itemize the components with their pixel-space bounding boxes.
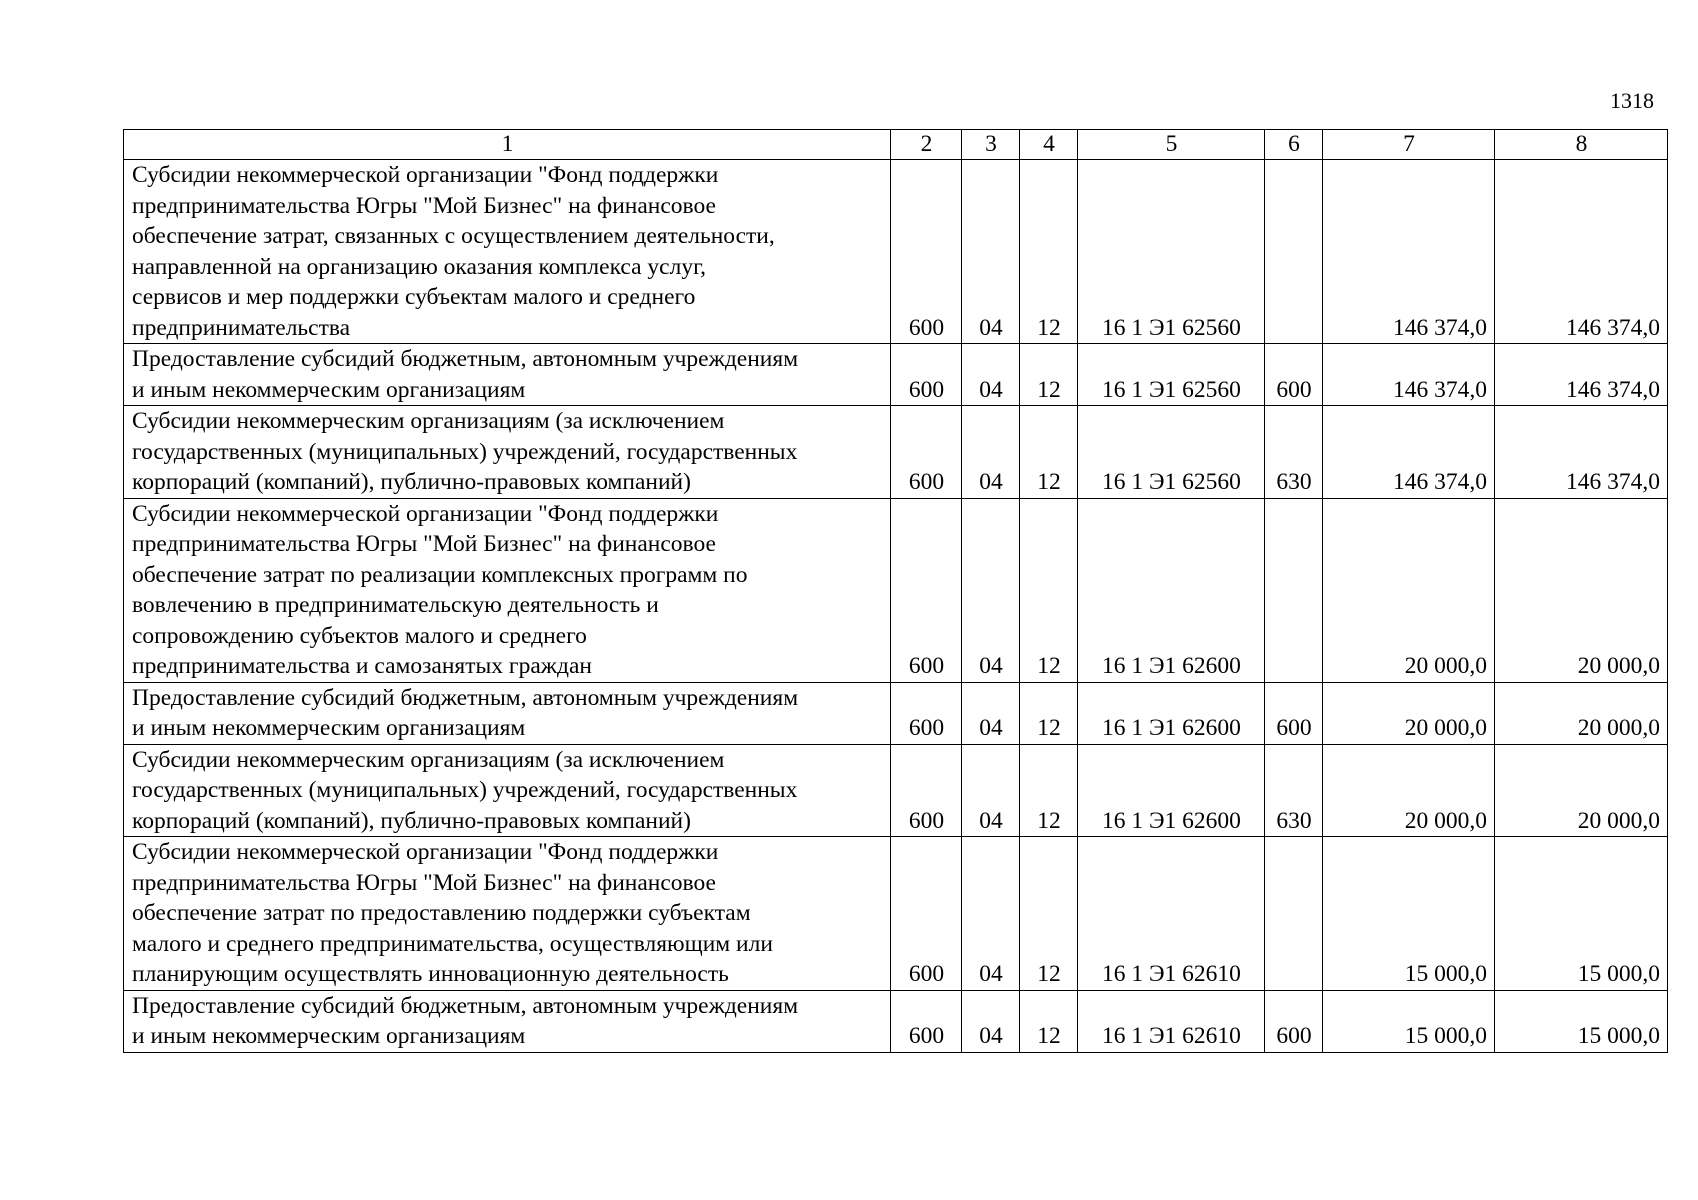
page-number: 1318 <box>1610 88 1654 113</box>
cell-expense-type: 630 <box>1265 744 1323 837</box>
cell-section: 04 <box>962 406 1020 499</box>
description-line: и иным некоммерческим организациям <box>132 715 526 741</box>
table-body <box>124 130 1668 1053</box>
cell-ministry: 600 <box>891 160 962 344</box>
description-line: Субсидии некоммерческой организации "Фонд поддержки <box>132 839 719 865</box>
cell-amount-2: 15 000,0 <box>1495 837 1668 991</box>
header-col-2: 2 <box>891 130 962 160</box>
cell-ministry: 600 <box>891 406 962 499</box>
description-line: сервисов и мер поддержки субъектам малого и среднего <box>132 284 696 310</box>
cell-subsection: 12 <box>1020 406 1078 499</box>
cell-section: 04 <box>962 498 1020 682</box>
header-col-5: 5 <box>1078 130 1265 160</box>
cell-ministry: 600 <box>891 990 962 1052</box>
cell-amount-2: 20 000,0 <box>1495 682 1668 744</box>
cell-amount-1: 20 000,0 <box>1323 744 1495 837</box>
cell-amount-2: 146 374,0 <box>1495 160 1668 344</box>
table-row <box>124 682 1668 744</box>
cell-amount-1: 146 374,0 <box>1323 344 1495 406</box>
cell-ministry: 600 <box>891 837 962 991</box>
table-row <box>124 406 1668 499</box>
cell-ministry: 600 <box>891 744 962 837</box>
description-line: Субсидии некоммерческой организации "Фонд поддержки <box>132 162 719 188</box>
description-line: обеспечение затрат по предоставлению поддержки субъектам <box>132 900 751 926</box>
description-line: Субсидии некоммерческой организации "Фонд поддержки <box>132 500 719 527</box>
description-line: обеспечение затрат по реализации комплексных программ по <box>132 561 748 588</box>
cell-ministry: 600 <box>891 344 962 406</box>
cell-subsection: 12 <box>1020 837 1078 991</box>
description-line: государственных (муниципальных) учреждений, государственных <box>132 438 798 465</box>
cell-amount-2: 15 000,0 <box>1495 990 1668 1052</box>
cell-expense-type <box>1265 498 1323 682</box>
description-line: Предоставление субсидий бюджетным, автономным учреждениям <box>132 346 799 372</box>
cell-target-article: 16 1 Э1 62600 <box>1078 682 1265 744</box>
cell-target-article: 16 1 Э1 62610 <box>1078 990 1265 1052</box>
description-line: предпринимательства Югры "Мой Бизнес" на финансовое <box>132 869 716 896</box>
header-col-8: 8 <box>1495 130 1668 160</box>
cell-amount-2: 146 374,0 <box>1495 406 1668 499</box>
table-row <box>124 837 1668 991</box>
cell-description <box>124 498 891 682</box>
header-col-3: 3 <box>962 130 1020 160</box>
cell-description <box>124 744 891 837</box>
cell-expense-type: 600 <box>1265 990 1323 1052</box>
table-row <box>124 498 1668 682</box>
description-line: малого и среднего предпринимательства, осуществляющим или <box>132 930 773 957</box>
cell-section: 04 <box>962 682 1020 744</box>
cell-section: 04 <box>962 744 1020 837</box>
cell-description <box>124 344 891 406</box>
cell-section: 04 <box>962 160 1020 344</box>
description-line: направленной на организацию оказания комплекса услуг, <box>132 253 706 280</box>
header-col-6: 6 <box>1265 130 1323 160</box>
cell-target-article: 16 1 Э1 62560 <box>1078 344 1265 406</box>
description-line: обеспечение затрат, связанных с осуществлением деятельности, <box>132 223 775 249</box>
description-line: государственных (муниципальных) учреждений, государственных <box>132 777 798 803</box>
description-line: корпораций (компаний), публично-правовых компаний) <box>132 807 691 834</box>
description-line: и иным некоммерческим организациям <box>132 376 526 403</box>
description-line: и иным некоммерческим организациям <box>132 1023 526 1049</box>
cell-section: 04 <box>962 837 1020 991</box>
cell-description <box>124 990 891 1052</box>
description-line: Субсидии некоммерческим организациям (за исключением <box>132 408 725 434</box>
cell-amount-2: 20 000,0 <box>1495 498 1668 682</box>
cell-target-article: 16 1 Э1 62560 <box>1078 406 1265 499</box>
cell-subsection: 12 <box>1020 682 1078 744</box>
description-line: планирующим осуществлять инновационную деятельность <box>132 961 729 987</box>
cell-expense-type: 630 <box>1265 406 1323 499</box>
cell-amount-1: 15 000,0 <box>1323 837 1495 991</box>
cell-target-article: 16 1 Э1 62560 <box>1078 160 1265 344</box>
description-line: предпринимательства Югры "Мой Бизнес" на финансовое <box>132 531 716 557</box>
cell-expense-type: 600 <box>1265 344 1323 406</box>
cell-ministry: 600 <box>891 498 962 682</box>
cell-amount-1: 146 374,0 <box>1323 406 1495 499</box>
table-row <box>124 990 1668 1052</box>
cell-expense-type <box>1265 837 1323 991</box>
header-col-7: 7 <box>1323 130 1495 160</box>
cell-amount-1: 15 000,0 <box>1323 990 1495 1052</box>
table-row <box>124 344 1668 406</box>
cell-section: 04 <box>962 990 1020 1052</box>
description-line: корпораций (компаний), публично-правовых компаний) <box>132 469 691 495</box>
description-line: предпринимательства <box>132 314 351 341</box>
header-col-1: 1 <box>124 130 891 160</box>
cell-description <box>124 682 891 744</box>
cell-subsection: 12 <box>1020 990 1078 1052</box>
description-line: Субсидии некоммерческим организациям (за исключением <box>132 746 725 773</box>
cell-section: 04 <box>962 344 1020 406</box>
cell-description <box>124 160 891 344</box>
table-row <box>124 744 1668 837</box>
description-line: предпринимательства и самозанятых граждан <box>132 653 592 679</box>
header-row <box>124 130 1668 160</box>
cell-description <box>124 406 891 499</box>
cell-subsection: 12 <box>1020 744 1078 837</box>
description-line: Предоставление субсидий бюджетным, автономным учреждениям <box>132 992 799 1019</box>
cell-target-article: 16 1 Э1 62600 <box>1078 744 1265 837</box>
description-line: сопровождению субъектов малого и среднего <box>132 622 587 649</box>
cell-target-article: 16 1 Э1 62610 <box>1078 837 1265 991</box>
cell-description <box>124 837 891 991</box>
cell-expense-type <box>1265 160 1323 344</box>
table-row <box>124 160 1668 344</box>
header-col-4: 4 <box>1020 130 1078 160</box>
description-line: предпринимательства Югры "Мой Бизнес" на финансовое <box>132 192 716 219</box>
description-line: вовлечению в предпринимательскую деятельность и <box>132 592 659 618</box>
cell-target-article: 16 1 Э1 62600 <box>1078 498 1265 682</box>
cell-amount-1: 20 000,0 <box>1323 498 1495 682</box>
cell-amount-1: 146 374,0 <box>1323 160 1495 344</box>
budget-table <box>123 129 1668 1053</box>
cell-subsection: 12 <box>1020 498 1078 682</box>
cell-amount-2: 20 000,0 <box>1495 744 1668 837</box>
description-line: Предоставление субсидий бюджетным, автономным учреждениям <box>132 684 799 711</box>
cell-expense-type: 600 <box>1265 682 1323 744</box>
cell-amount-1: 20 000,0 <box>1323 682 1495 744</box>
cell-amount-2: 146 374,0 <box>1495 344 1668 406</box>
cell-subsection: 12 <box>1020 344 1078 406</box>
cell-ministry: 600 <box>891 682 962 744</box>
cell-subsection: 12 <box>1020 160 1078 344</box>
